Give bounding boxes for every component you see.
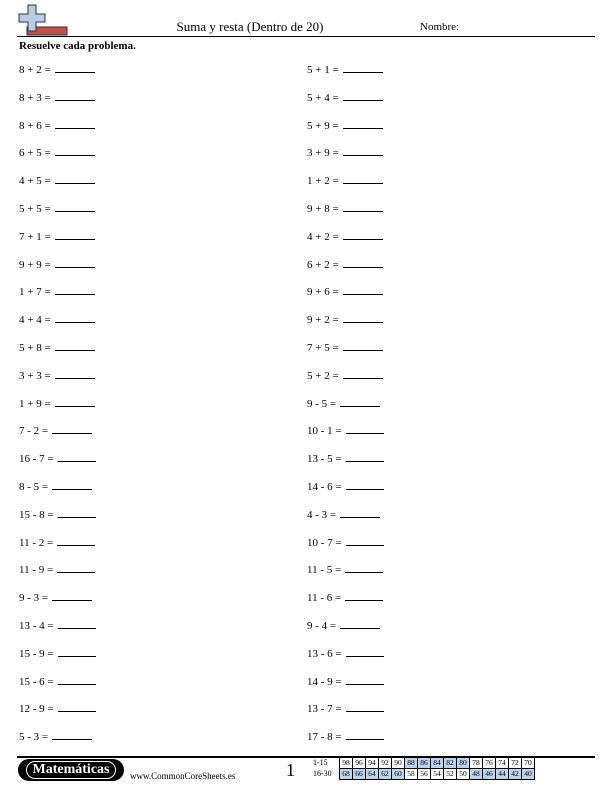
score-cell: 82 [444, 758, 457, 769]
answer-blank[interactable] [343, 313, 383, 323]
problem-text: 9 - 4 = [307, 620, 337, 632]
answer-blank[interactable] [343, 341, 383, 351]
score-cell: 78 [470, 758, 483, 769]
score-cell: 64 [366, 769, 379, 780]
answer-blank[interactable] [55, 91, 95, 101]
answer-blank[interactable] [55, 63, 95, 73]
problem-text: 9 - 3 = [19, 592, 49, 604]
score-cell: 62 [379, 769, 392, 780]
answer-blank[interactable] [346, 647, 384, 657]
problem-item [19, 619, 96, 632]
answer-blank[interactable] [55, 146, 95, 156]
problem-item [307, 480, 384, 493]
problem-text: 13 - 7 = [307, 703, 342, 715]
problem-item [307, 424, 384, 437]
answer-blank[interactable] [55, 397, 95, 407]
problem-item [307, 730, 384, 743]
problem-item [307, 91, 383, 104]
problem-text: 7 - 2 = [19, 425, 49, 437]
problem-item [19, 146, 95, 159]
score-cell: 54 [431, 769, 444, 780]
problem-item [19, 452, 96, 465]
answer-blank[interactable] [58, 452, 96, 462]
score-cell: 84 [431, 758, 444, 769]
problem-text: 3 + 3 = [19, 370, 51, 382]
problem-text: 17 - 8 = [307, 731, 342, 743]
answer-blank[interactable] [55, 369, 95, 379]
problem-text: 1 + 2 = [307, 175, 339, 187]
answer-blank[interactable] [340, 619, 380, 629]
brand-badge [18, 759, 124, 781]
answer-blank[interactable] [58, 647, 96, 657]
problem-item [19, 508, 96, 521]
problem-item [307, 202, 383, 215]
problem-item [19, 369, 95, 382]
answer-blank[interactable] [343, 63, 383, 73]
problem-item [19, 675, 96, 688]
problem-text: 5 + 9 = [307, 120, 339, 132]
score-table [339, 757, 535, 780]
answer-blank[interactable] [346, 675, 384, 685]
answer-blank[interactable] [55, 202, 95, 212]
score-cell: 52 [444, 769, 457, 780]
problem-text: 9 + 2 = [307, 314, 339, 326]
problem-text: 8 + 3 = [19, 92, 51, 104]
answer-blank[interactable] [345, 591, 383, 601]
problem-item [307, 258, 383, 271]
problem-item [19, 536, 95, 549]
problem-item [19, 63, 95, 76]
score-cell: 56 [418, 769, 431, 780]
problem-text: 13 - 6 = [307, 648, 342, 660]
answer-blank[interactable] [57, 563, 95, 573]
problem-item [307, 313, 383, 326]
answer-blank[interactable] [52, 730, 92, 740]
problem-item [19, 91, 95, 104]
score-cell: 44 [496, 769, 509, 780]
problem-item [307, 619, 380, 632]
problem-text: 4 + 4 = [19, 314, 51, 326]
answer-blank[interactable] [343, 119, 383, 129]
score-cell: 48 [470, 769, 483, 780]
instructions: Resuelve cada problema. [19, 40, 136, 52]
score-cell: 50 [457, 769, 470, 780]
answer-blank[interactable] [346, 424, 384, 434]
answer-blank[interactable] [52, 591, 92, 601]
problem-text: 8 + 2 = [19, 64, 51, 76]
problem-text: 3 + 9 = [307, 147, 339, 159]
problem-text: 1 + 7 = [19, 286, 51, 298]
answer-blank[interactable] [343, 230, 383, 240]
problem-item [19, 258, 95, 271]
answer-blank[interactable] [345, 563, 383, 573]
score-cell: 88 [405, 758, 418, 769]
page-title: Suma y resta (Dentro de 20) [176, 19, 324, 34]
problem-text: 11 - 5 = [307, 564, 342, 576]
problem-item [19, 230, 95, 243]
score-cell: 80 [457, 758, 470, 769]
problem-item [19, 341, 95, 354]
problem-item [307, 63, 383, 76]
score-cell: 66 [353, 769, 366, 780]
problem-item [307, 508, 380, 521]
answer-blank[interactable] [55, 119, 95, 129]
problem-item [307, 675, 384, 688]
score-cell: 40 [522, 769, 535, 780]
problem-text: 11 - 9 = [19, 564, 54, 576]
score-row [340, 758, 535, 769]
score-row-label: 16-30 [313, 769, 332, 778]
answer-blank[interactable] [58, 619, 96, 629]
problem-text: 15 - 9 = [19, 648, 54, 660]
problem-text: 7 + 1 = [19, 231, 51, 243]
answer-blank[interactable] [346, 480, 384, 490]
score-cell: 94 [366, 758, 379, 769]
problem-text: 4 + 2 = [307, 231, 339, 243]
score-cell: 42 [509, 769, 522, 780]
answer-blank[interactable] [343, 202, 383, 212]
problem-text: 14 - 6 = [307, 481, 342, 493]
answer-blank[interactable] [346, 452, 384, 462]
answer-blank[interactable] [346, 730, 384, 740]
problem-text: 6 + 5 = [19, 147, 51, 159]
problem-item [307, 285, 383, 298]
problem-text: 7 + 5 = [307, 342, 339, 354]
header-divider [17, 36, 595, 37]
answer-blank[interactable] [346, 702, 384, 712]
problem-text: 15 - 6 = [19, 676, 54, 688]
problem-item [19, 119, 95, 132]
problem-text: 1 + 9 = [19, 398, 51, 410]
score-row-label: 1-15 [313, 758, 328, 767]
problem-text: 16 - 7 = [19, 453, 54, 465]
score-row [340, 769, 535, 780]
answer-blank[interactable] [58, 702, 96, 712]
score-cell: 72 [509, 758, 522, 769]
answer-blank[interactable] [343, 174, 383, 184]
answer-blank[interactable] [343, 258, 383, 268]
problem-text: 6 + 2 = [307, 259, 339, 271]
answer-blank[interactable] [52, 480, 92, 490]
problem-text: 5 + 1 = [307, 64, 339, 76]
problem-item [307, 647, 384, 660]
page-number: 1 [286, 760, 295, 780]
answer-blank[interactable] [55, 258, 95, 268]
problem-text: 9 + 8 = [307, 203, 339, 215]
problem-text: 8 - 5 = [19, 481, 49, 493]
problem-item [307, 341, 383, 354]
problem-item [19, 563, 95, 576]
problem-item [307, 452, 384, 465]
problem-text: 13 - 4 = [19, 620, 54, 632]
problem-text: 14 - 9 = [307, 676, 342, 688]
answer-blank[interactable] [55, 285, 95, 295]
problem-text: 5 + 5 = [19, 203, 51, 215]
brand-label: Matemáticas [26, 761, 117, 779]
problem-item [19, 730, 92, 743]
problem-text: 9 - 5 = [307, 398, 337, 410]
problem-item [19, 424, 92, 437]
problem-text: 10 - 7 = [307, 537, 342, 549]
score-cell: 68 [340, 769, 353, 780]
problem-item [307, 563, 383, 576]
problem-item [19, 702, 96, 715]
score-cell: 60 [392, 769, 405, 780]
problem-text: 10 - 1 = [307, 425, 342, 437]
problem-text: 12 - 9 = [19, 703, 54, 715]
answer-blank[interactable] [55, 341, 95, 351]
problem-item [307, 536, 384, 549]
problem-text: 11 - 2 = [19, 537, 54, 549]
answer-blank[interactable] [340, 508, 380, 518]
problem-item [307, 397, 380, 410]
answer-blank[interactable] [55, 313, 95, 323]
answer-blank[interactable] [57, 536, 95, 546]
answer-blank[interactable] [58, 508, 96, 518]
problem-item [19, 174, 95, 187]
problem-item [19, 285, 95, 298]
problem-item [307, 174, 383, 187]
score-cell: 86 [418, 758, 431, 769]
problem-text: 9 + 6 = [307, 286, 339, 298]
score-cell: 76 [483, 758, 496, 769]
problem-item [307, 591, 383, 604]
problem-item [19, 397, 95, 410]
problem-text: 4 + 5 = [19, 175, 51, 187]
problem-item [19, 591, 92, 604]
problem-item [19, 202, 95, 215]
answer-blank[interactable] [55, 230, 95, 240]
problem-item [19, 313, 95, 326]
answer-blank[interactable] [343, 369, 383, 379]
problem-text: 13 - 5 = [307, 453, 342, 465]
problem-text: 15 - 8 = [19, 509, 54, 521]
problem-item [307, 369, 383, 382]
problem-item [307, 146, 383, 159]
problem-text: 5 + 2 = [307, 370, 339, 382]
score-cell: 96 [353, 758, 366, 769]
problem-item [307, 702, 384, 715]
problem-item [19, 480, 92, 493]
problem-text: 11 - 6 = [307, 592, 342, 604]
problem-text: 4 - 3 = [307, 509, 337, 521]
problem-item [307, 230, 383, 243]
answer-blank[interactable] [52, 424, 92, 434]
site-url: www.CommonCoreSheets.es [130, 771, 236, 781]
answer-blank[interactable] [58, 675, 96, 685]
answer-blank[interactable] [340, 397, 380, 407]
answer-blank[interactable] [343, 91, 383, 101]
score-cell: 90 [392, 758, 405, 769]
problem-text: 5 + 4 = [307, 92, 339, 104]
score-cell: 46 [483, 769, 496, 780]
name-label: Nombre: [420, 21, 460, 33]
problem-item [19, 647, 96, 660]
problem-text: 5 - 3 = [19, 731, 49, 743]
score-cell: 58 [405, 769, 418, 780]
answer-blank[interactable] [346, 536, 384, 546]
problem-text: 5 + 8 = [19, 342, 51, 354]
answer-blank[interactable] [55, 174, 95, 184]
score-cell: 92 [379, 758, 392, 769]
answer-blank[interactable] [343, 146, 383, 156]
problem-text: 8 + 6 = [19, 120, 51, 132]
score-cell: 74 [496, 758, 509, 769]
score-cell: 98 [340, 758, 353, 769]
score-cell: 70 [522, 758, 535, 769]
answer-blank[interactable] [343, 285, 383, 295]
problem-text: 9 + 9 = [19, 259, 51, 271]
problem-item [307, 119, 383, 132]
